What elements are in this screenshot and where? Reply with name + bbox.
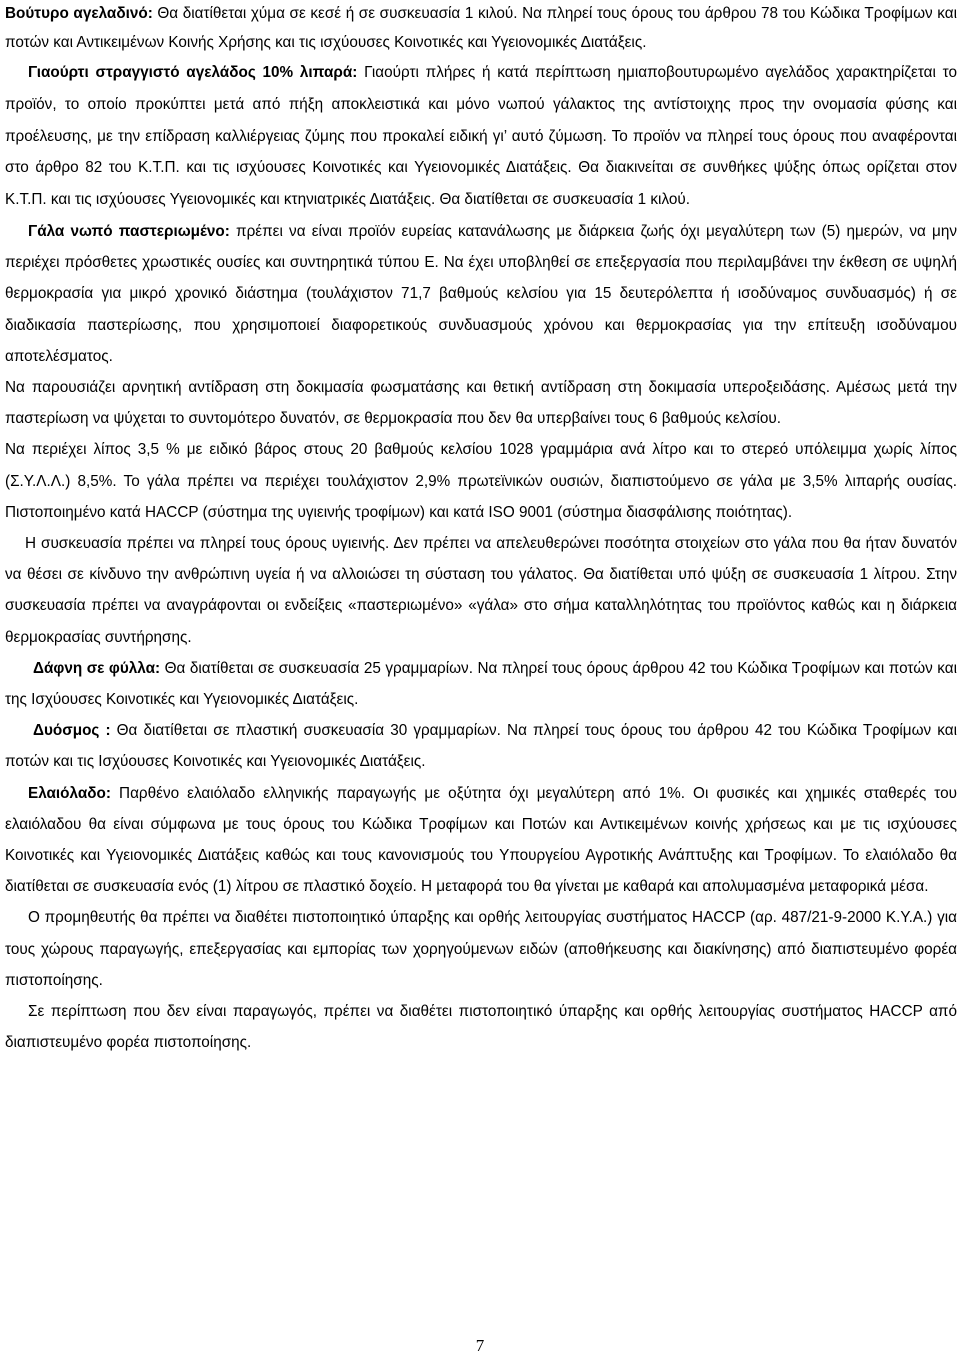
text-yogurt: Γιαούρτι πλήρες ή κατά περίπτωση ημιαποβουτυρωμένο αγελάδος χαρακτηρίζεται το προϊόν, το οποίο προκύπτει μετά από πήξη αποκλειστικά και μόνο νωπού γάλακτος της αντίστοιχης προς την ονομασία φύσης και προέλευσης, με την επίδραση καλλιέργειας ζύμης που προκαλεί ειδική γι’ αυτό ζύμωση. Το προϊόν να πληρεί τους όρους που αναφέρονται στο άρθρο 82 του Κ.Τ.Π. και τις ισχύουσες Κοινοτικές και Υγειονομικές Διατάξεις. Θα διακινείται σε συνθήκες ψύξης όπως ορίζεται στον Κ.Τ.Π. και τις ισχύουσες Υγειονομικές και κτηνιατρικές Διατάξεις. Θα διατίθεται σε συσκευασία 1 κιλού. bbox=[5, 64, 957, 209]
heading-oregano: Δυόσμος : bbox=[33, 722, 111, 740]
heading-olive-oil: Ελαιόλαδο: bbox=[28, 784, 111, 802]
text-milk: πρέπει να είναι προϊόν ευρείας κατανάλωσης με διάρκεια ζωής όχι μεγαλύτερη των (5) ημερών, να μην περιέχει πρόσθετες χρωστικές ουσίες και συντηρητικά τύπου Ε. Να έχει υποβληθεί σε επεξεργασία που περιλαμβάνει την έκθεση σε υψηλή θερμοκρασία για μικρό χρονικό διάστημα (τουλάχιστον 71,7 βαθμούς κελσίου για 15 δευτερόλεπτα ή ισοδύναμος συνδυασμός) ή σε διαδικασία παστερίωσης, που χρησιμοποιεί διαφορετικούς συνδυασμούς χρόνου και θερμοκρασίας για την επίτευξη ισοδύναμου αποτελέσματος. bbox=[5, 222, 958, 365]
paragraph-yogurt bbox=[5, 57, 957, 216]
paragraph-olive-oil bbox=[5, 778, 957, 903]
page-number: 7 bbox=[475, 1336, 485, 1355]
heading-butter: Βούτυρο αγελαδινό: bbox=[5, 5, 153, 22]
paragraph-bay-leaf bbox=[5, 653, 957, 715]
document-page bbox=[5, 0, 957, 1058]
text-butter: Θα διατίθεται χύμα σε κεσέ ή σε συσκευασία 1 κιλού. Να πληρεί τους όρους του άρθρου 78 του Κώδικα Τροφίμων και ποτών και Αντικειμένων Κοινής Χρήσης και τις ισχύουσες Κοινοτικές και Υγειονομικές Διατάξεις. bbox=[5, 5, 957, 51]
text-bay-leaf: Θα διατίθεται σε συσκευασία 25 γραμμαρίων. Να πληρεί τους όρους άρθρου 42 του Κώδικα Τροφίμων και ποτών και της Ισχύουσες Κοινοτικές και Υγειονομικές Διατάξεις. bbox=[5, 659, 958, 709]
paragraph-milk-reaction: Να παρουσιάζει αρνητική αντίδραση στη δοκιμασία φωσματάσης και θετική αντίδραση στη δοκιμασία υπεροξειδάσης. Αμέσως μετά την παστερίωση να ψύχεται το συντομότερο δυνατόν, σε θερμοκρασία που δεν θα υπερβαίνει τους 6 βαθμούς κελσίου. bbox=[5, 379, 957, 428]
text-oregano: Θα διατίθεται σε πλαστική συσκευασία 30 γραμμαρίων. Να πληρεί τους όρους του άρθρου 42 του Κώδικα Τροφίμων και ποτών και τις Ισχύουσες Κοινοτικές και Υγειονομικές Διατάξεις. bbox=[5, 722, 957, 771]
paragraph-milk-package: Η συσκευασία πρέπει να πληρεί τους όρους υγιεινής. Δεν πρέπει να απελευθερώνει ποσότητα στοιχείων στο γάλα που θα ήταν δυνατόν να θέσει σε κίνδυνο την ανθρώπινη υγεία ή να αλλοιώσει τη σύσταση του γάλατος. Θα διατίθεται υπό ψύξη σε συσκευασία 1 λίτρου. Στην συσκευασία πρέπει να αναγράφονται οι ενδείξεις «παστεριωμένο» «γάλα» στο σήμα καταλληλότητας του προϊόντος καθώς και η διάρκεια θερμοκρασίας συντήρησης. bbox=[5, 535, 957, 646]
heading-milk: Γάλα νωπό παστεριωμένο: bbox=[28, 222, 230, 240]
paragraph-butter bbox=[5, 0, 957, 57]
paragraph-oregano bbox=[5, 715, 957, 777]
paragraph-haccp-cert: Ο προμηθευτής θα πρέπει να διαθέτει πιστοποιητικό ύπαρξης και ορθής λειτουργίας συστήματος HACCP (αρ. 487/21-9-2000 Κ.Υ.Α.) για τους χώρους παραγωγής, επεξεργασίας και εμπορίας των χορηγούμενων ειδών (αποθήκευσης και διακίνησης) από διαπιστευμένο φορέα πιστοποίησης. bbox=[5, 909, 957, 989]
paragraph-milk-fat: Να περιέχει λίπος 3,5 % με ειδικό βάρος στους 20 βαθμούς κελσίου 1028 γραμμάρια ανά λίτρο και το στερεό υπόλειμμα χωρίς λίπος (Σ.Υ.Λ.Λ.) 8,5%. Το γάλα πρέπει να περιέχει τουλάχιστον 2,9% πρωτεϊνικών ουσιών, διαπιστούμενο σε γάλα με 3,5% λιπαρής ουσίας. Πιστοποιημένο κατά HACCP (σύστημα της υγιεινής τροφίμων) και κατά ISO 9001 (σύστημα διασφάλισης ποιότητας). bbox=[5, 441, 957, 521]
paragraph-milk bbox=[5, 216, 957, 372]
paragraph-non-producer: Σε περίπτωση που δεν είναι παραγωγός, πρέπει να διαθέτει πιστοποιητικό ύπαρξης και ορθής λειτουργίας συστήματος HACCP από διαπιστευμένο φορέα πιστοποίησης. bbox=[5, 1003, 957, 1052]
heading-yogurt: Γιαούρτι στραγγιστό αγελάδος 10% λιπαρά: bbox=[28, 64, 358, 81]
heading-bay-leaf: Δάφνη σε φύλλα: bbox=[33, 659, 161, 677]
text-olive-oil: Παρθένο ελαιόλαδο ελληνικής παραγωγής με οξύτητα όχι μεγαλύτερη από 1%. Οι φυσικές και χημικές σταθερές του ελαιόλαδου θα είναι σύμφωνα με τους όρους του Κώδικα Τροφίμων και Ποτών και Αντικειμένων κοινής χρήσεως και με τις ισχύουσες Κοινοτικές και Υγειονομικές Διατάξεις καθώς και τους κανονισμούς του Υπουργείου Αγροτικής Ανάπτυξης και Τροφίμων. Το ελαιόλαδο θα διατίθεται σε συσκευασία ενός (1) λίτρου σε πλαστικό δοχείο. Η μεταφορά του θα γίνεται με καθαρά και απολυμασμένα μεταφορικά μέσα. bbox=[5, 784, 957, 896]
